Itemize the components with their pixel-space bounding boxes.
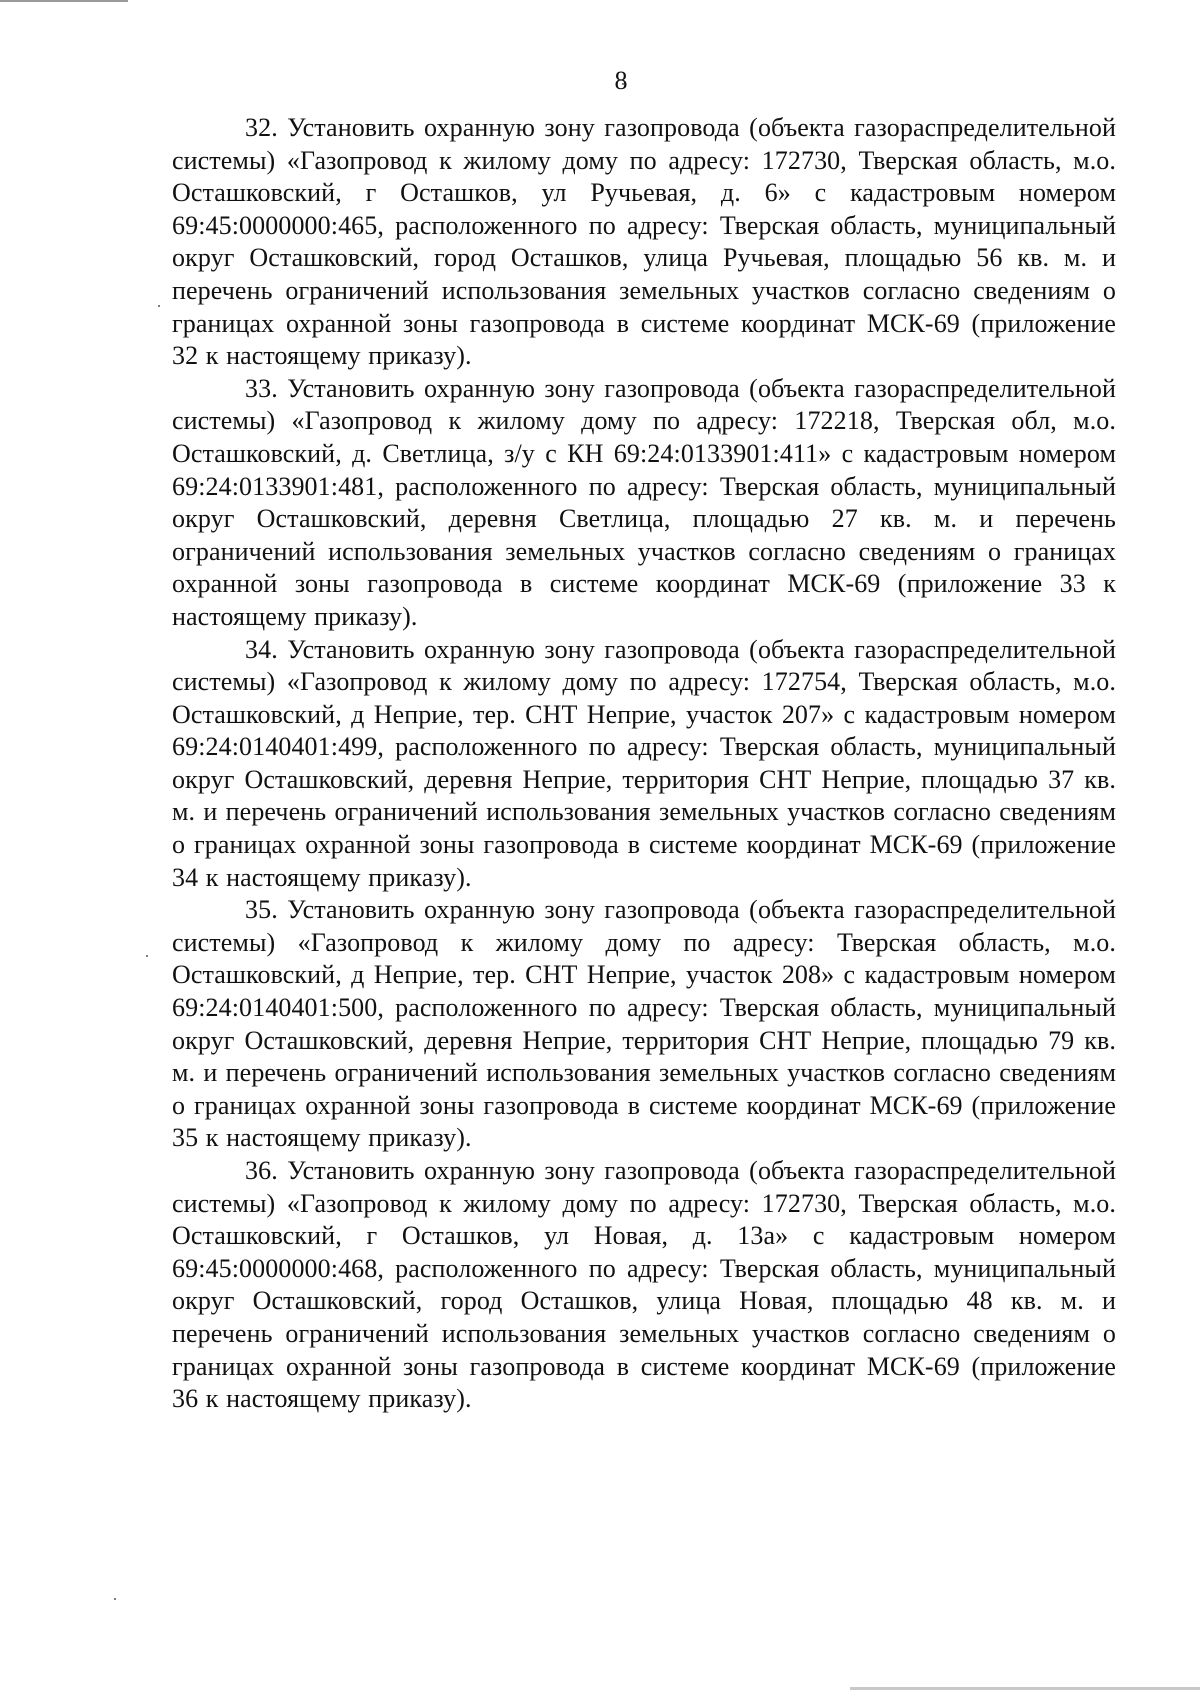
clause-text: Установить охранную зону газопровода (объекта газораспределительной системы) «Газопровод к жилому дому по адресу: 172730, Тверская область, м.о. Осташковский, г Осташков, ул Новая, д. 13а» с кадастровым номером 69:45:0000000:468, расположенного по адресу: Тверская область, муниципальный округ Осташковский, город Осташков, улица Новая, площадью 48 кв. м. и перечень ограничений использования земельных участков согласно сведениям о границах охранной зоны газопровода в системе координат МСК-69 (приложение 36 к настоящему приказу).: [172, 1156, 1116, 1414]
page-number: 8: [614, 66, 628, 95]
clause-34: [172, 634, 1116, 895]
scan-speck: [114, 1598, 116, 1600]
scan-edge-mark-bottom: [850, 1687, 1200, 1690]
clause-text: Установить охранную зону газопровода (объекта газораспределительной системы) «Газопровод к жилому дому по адресу: 172218, Тверская обл, м.о. Осташковский, д. Светлица, з/у с КН 69:24:0133901:411» с кадастровым номером 69:24:0133901:481, расположенного по адресу: Тверская область, муниципальный округ Осташковский, деревня Светлица, площадью 27 кв. м. и перечень ограничений использования земельных участков согласно сведениям о границах охранной зоны газопровода в системе координат МСК-69 (приложение 33 к настоящему приказу).: [172, 373, 1116, 631]
document-body: [172, 112, 1116, 1416]
clause-32: [172, 112, 1116, 373]
clause-number: 34.: [245, 634, 278, 664]
clause-36: [172, 1155, 1116, 1416]
clause-number: 32.: [245, 113, 278, 142]
clause-text: Установить охранную зону газопровода (объекта газораспределительной системы) «Газопровод к жилому дому по адресу: 172730, Тверская область, м.о. Осташковский, г Осташков, ул Ручьевая, д. 6» с кадастровым номером 69:45:0000000:465, расположенного по адресу: Тверская область, муниципальный округ Осташковский, город Осташков, улица Ручьевая, площадью 56 кв. м. и перечень ограничений использования земельных участков согласно сведениям о границах охранной зоны газопровода в системе координат МСК-69 (приложение 32 к настоящему приказу).: [172, 113, 1116, 371]
clause-number: 35.: [245, 895, 278, 925]
clause-number: 36.: [245, 1156, 278, 1185]
clause-text: Установить охранную зону газопровода (объекта газораспределительной системы) «Газопровод к жилому дому по адресу: Тверская область, м.о. Осташковский, д Неприе, тер. СНТ Неприе, участок 208» с кадастровым номером 69:24:0140401:500, расположенного по адресу: Тверская область, муниципальный округ Осташковский, деревня Неприе, территория СНТ Неприе, площадью 79 кв. м. и перечень ограничений использования земельных участков согласно сведениям о границах охранной зоны газопровода в системе координат МСК-69 (приложение 35 к настоящему приказу).: [172, 895, 1116, 1153]
clause-35: [172, 894, 1116, 1155]
clause-text: Установить охранную зону газопровода (объекта газораспределительной системы) «Газопровод к жилому дому по адресу: 172754, Тверская область, м.о. Осташковский, д Неприе, тер. СНТ Неприе, участок 207» с кадастровым номером 69:24:0140401:499, расположенного по адресу: Тверская область, муниципальный округ Осташковский, деревня Неприе, территория СНТ Неприе, площадью 37 кв. м. и перечень ограничений использования земельных участков согласно сведениям о границах охранной зоны газопровода в системе координат МСК-69 (приложение 34 к настоящему приказу).: [172, 634, 1116, 892]
scan-speck: [158, 305, 160, 307]
clause-33: [172, 373, 1116, 634]
clause-number: 33.: [245, 373, 278, 403]
scan-speck: [146, 955, 148, 957]
scan-edge-mark-top: [0, 0, 128, 2]
